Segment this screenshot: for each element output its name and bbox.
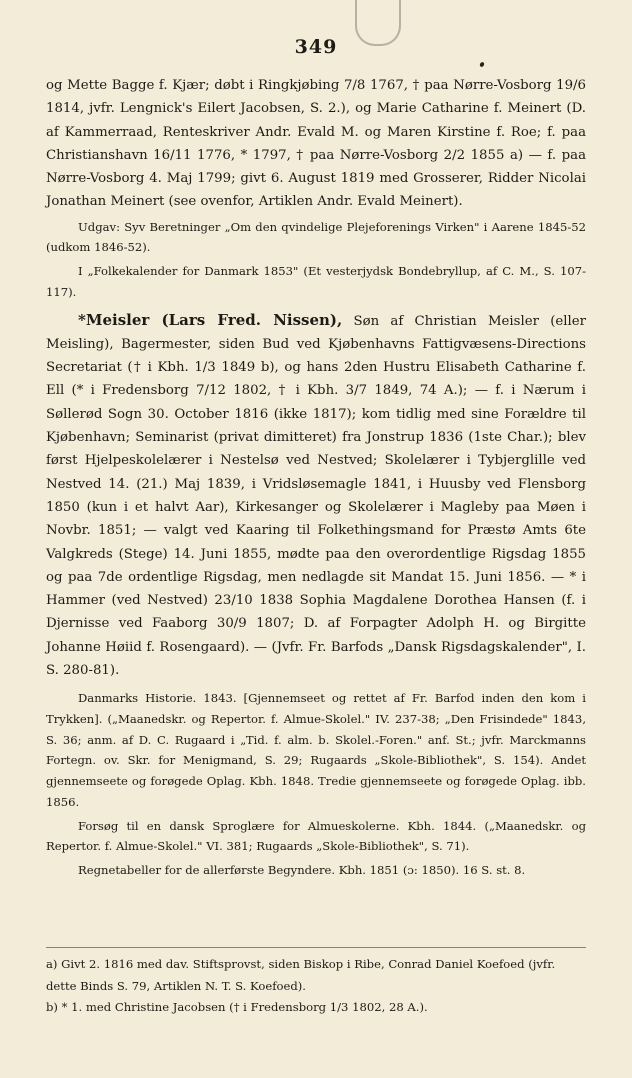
footnote xyxy=(46,997,586,1019)
publication-note: Danmarks Historie. 1843. [Gjennemseet og rettet af Fr. Barfod inden den kom i Trykken]. („Maanedskr. og Repertor. f. Almue-Skolel." IV. 237-38; „Den Frisindede" 1843, S. 36; anm. af D. C. Rugaard i „Tid. f. alm. b. Skolel.-Foren." anf. St.; jvfr. Marckmanns Fortegn. ov. Skr. for Menigmand, S. 29; Rugaards „Skole-Bibliothek", S. 154). Andet gjennemseete og forøgede Oplag. Kbh. 1848. Tredie gjennemseete og forøgede Oplag. ibb. 1856. xyxy=(46,691,586,809)
footnote-mark: a) xyxy=(46,957,58,971)
paragraph-continued-entry: og Mette Bagge f. Kjær; døbt i Ringkjøbing 7/8 1767, † paa Nørre-Vosborg 19/6 1814, jvfr. Lengnick's Eilert Jacobsen, S. 2.), og Marie Catharine f. Meinert (D. af Kammerraad, Renteskriver Andr. Evald M. og Maren Kirstine f. Roe; f. paa Christianshavn 16/11 1776, * 1797, † paa Nørre-Vosborg 2/2 1855 a) — f. paa Nørre-Vosborg 4. Maj 1799; givt 6. August 1819 med Grosserer, Ridder Nicolai Jonathan Meinert (see ovenfor, Artiklen Andr. Evald Meinert). xyxy=(46,78,586,210)
footnotes xyxy=(46,947,586,1019)
entry-heading: *Meisler (Lars Fred. Nissen), xyxy=(78,310,343,329)
entry-body: Søn af Christian Meisler (eller Meisling), Bagermester, siden Bud ved Kjøbenhavns Fattigvæsens-Directions Secretariat († i Kbh. 1/3 1849 b), og hans 2den Hustru Elisabeth Catharine f. Ell (* i Fredensborg 7/12 1802, † i Kbh. 3/7 1849, 74 A.); — f. i Nærum i Søllerød Sogn 30. October 1816 (ikke 1817); kom tidlig med sine Forældre til Kjøbenhavn; Seminarist (privat dimitteret) fra Jonstrup 1836 (1ste Char.); blev først Hjelpeskolelærer i Nestelsø ved Nestved; Skolelærer i Tybjerglille ved Nestved 14. (21.) Maj 1839, i Vridsløsemagle 1841, i Huusby ved Flensborg 1850 (kun i et halvt Aar), Kirkesanger og Skolelærer i Magleby paa Møen i Novbr. 1851; — valgt ved Kaaring til Folkethingsmand for Præstø Amts 6te Valgkreds (Stege) 14. Juni 1855, mødte paa den overordentlige Rigsdag 1855 og paa 7de ordentlige Rigsdag, men nedlagde sit Mandat 15. Juni 1856. — * i Hammer (ved Nestved) 23/10 1838 Sophia Magdalene Dorothea Hansen (f. i Djernisse ved Faaborg 30/9 1807; D. af Forpagter Adolph H. og Birgitte Johanne Høiid f. Rosengaard). — (Jvfr. Fr. Barfods „Dansk Rigsdagskalender", I. S. 280-81). xyxy=(46,313,586,679)
footnote-mark: b) xyxy=(46,1000,58,1014)
footnote-text: Givt 2. 1816 med dav. Stiftsprovst, siden Biskop i Ribe, Conrad Daniel Koefoed (jvfr. dette Binds S. 79, Artiklen N. T. S. Koefoed). xyxy=(46,957,556,993)
footnote-text: * 1. med Christine Jacobsen († i Fredensborg 1/3 1802, 28 A.). xyxy=(61,1000,428,1014)
page-content xyxy=(46,74,586,881)
publication-note: Udgav: Syv Beretninger „Om den qvindelige Plejeforenings Virken" i Aarene 1845-52 (udkom 1846-52). xyxy=(46,219,586,255)
publication-note: Forsøg til en dansk Sproglære for Almueskolerne. Kbh. 1844. („Maanedskr. og Repertor. f. Almue-Skolel." VI. 381; Rugaards „Skole-Bibliothek", S. 71). xyxy=(46,818,586,854)
publication-note: Regnetabeller for de allerførste Begyndere. Kbh. 1851 (ɔ: 1850). 16 S. st. 8. xyxy=(78,862,526,877)
footnote xyxy=(46,954,586,997)
entry-meisler xyxy=(46,309,586,683)
ink-spot xyxy=(479,61,485,67)
publication-note: I „Folkekalender for Danmark 1853" (Et vesterjydsk Bondebryllup, af C. M., S. 107-117). xyxy=(46,264,586,299)
page-number: 349 xyxy=(294,36,338,58)
